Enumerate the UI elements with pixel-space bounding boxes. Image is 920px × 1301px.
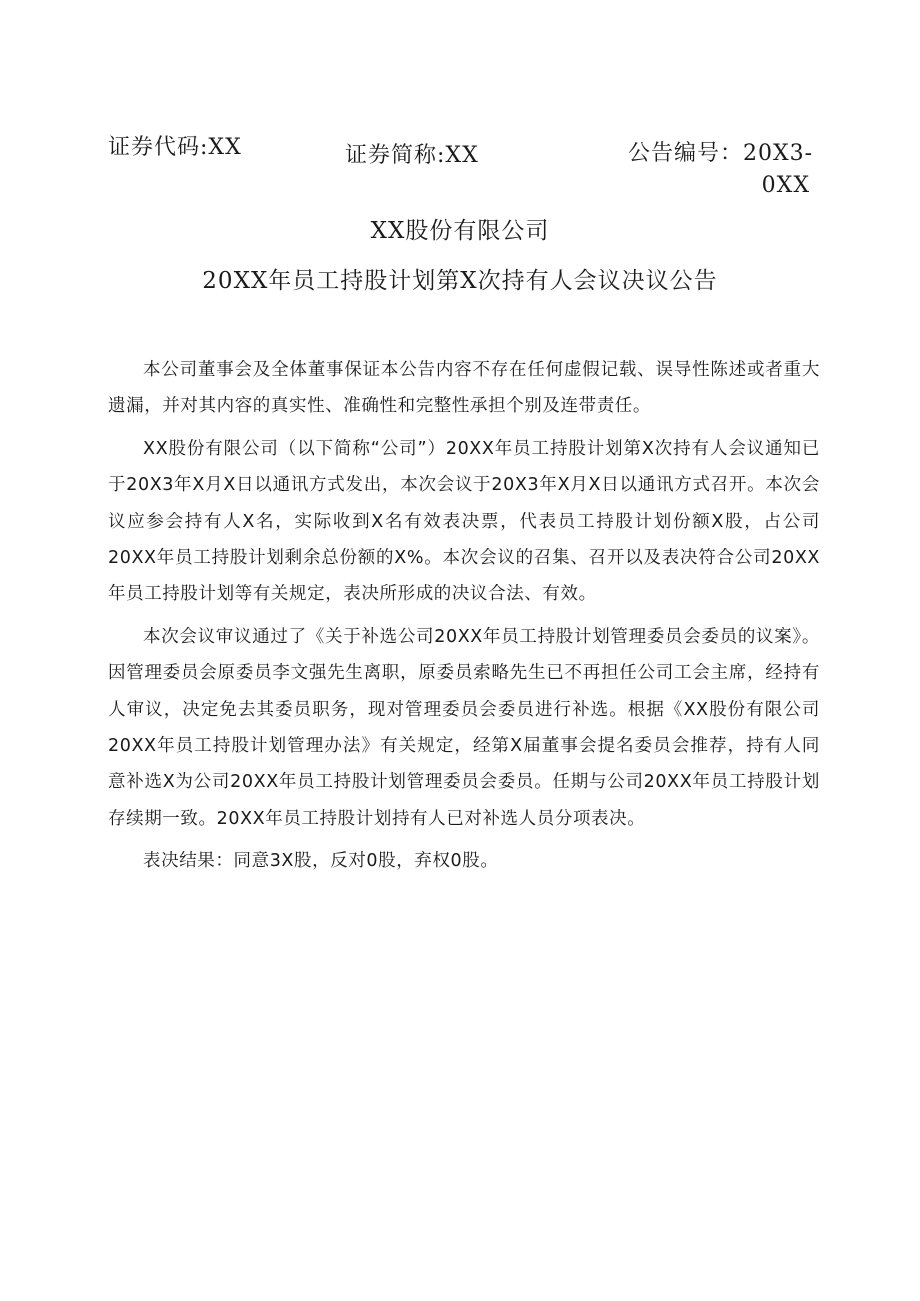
- announcement-body: [108, 352, 820, 886]
- announcement-number-line2: 0XX: [761, 173, 810, 198]
- announcement-number-line1: 公告编号：20X3-: [628, 141, 814, 166]
- announcement-title: 20XX年员工持股计划第X次持有人会议决议公告: [202, 268, 718, 294]
- stock-short-name: 证券简称:XX: [345, 143, 479, 168]
- meeting-info-paragraph: XX股份有限公司（以下简称“公司”）20XX年员工持股计划第X次持有人会议通知已于20X3年X月X日以通讯方式发出，本次会议于20X3年X月X日以通讯方式召开。本次会议应参会持有人X名，实际收到X名有效表决票，代表员工持股计划份额X股，占公司20XX年员工持股计划剩余总份额的X%。本次会议的召集、召开以及表决符合公司20XX年员工持股计划等有关规定，表决所形成的决议合法、有效。: [108, 438, 820, 605]
- resolution-paragraph: 本次会议审议通过了《关于补选公司20XX年员工持股计划管理委员会委员的议案》。因管理委员会原委员李文强先生离职，原委员索略先生已不再担任公司工会主席，经持有人审议，决定免去其委员职务，现对管理委员会委员进行补选。根据《XX股份有限公司20XX年员工持股计划管理办法》有关规定，经第X届董事会提名委员会推荐，持有人同意补选X为公司20XX年员工持股计划管理委员会委员。任期与公司20XX年员工持股计划存续期一致。20XX年员工持股计划持有人已对补选人员分项表决。: [108, 626, 820, 829]
- disclaimer-paragraph: 本公司董事会及全体董事保证本公告内容不存在任何虚假记载、误导性陈述或者重大遗漏，并对其内容的真实性、准确性和完整性承担个别及连带责任。: [108, 360, 820, 417]
- announcement-number: [628, 138, 818, 202]
- company-name-title: XX股份有限公司: [370, 218, 550, 244]
- stock-code: 证券代码:XX: [108, 135, 242, 160]
- vote-result-paragraph: 表决结果：同意3X股，反对0股，弃权0股。: [143, 851, 499, 872]
